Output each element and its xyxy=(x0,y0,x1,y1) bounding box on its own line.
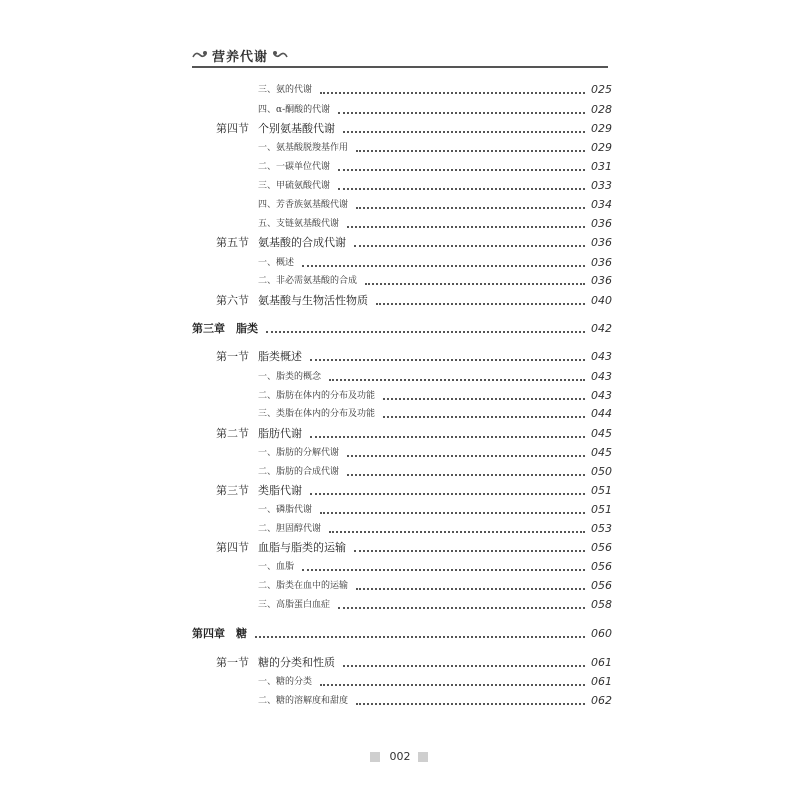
toc-dot-leader xyxy=(338,111,585,114)
toc-subsection-row xyxy=(0,596,800,614)
toc-page-number: 053 xyxy=(591,522,612,535)
footer-square-left xyxy=(370,752,380,762)
toc-page-number: 061 xyxy=(591,656,612,669)
toc-dot-leader xyxy=(347,454,585,457)
toc-section-row xyxy=(0,482,800,500)
toc-page-number: 045 xyxy=(591,446,612,459)
toc-page-number: 043 xyxy=(591,350,612,363)
toc-page-number: 050 xyxy=(591,465,612,478)
toc-dot-leader xyxy=(338,606,585,609)
toc-dot-leader xyxy=(356,587,585,590)
toc-dot-leader xyxy=(354,549,585,552)
toc-entry-title: 二、脂肪的合成代谢 xyxy=(258,467,340,477)
toc-entry-title: 五、支链氨基酸代谢 xyxy=(258,219,340,229)
toc-subsection-row xyxy=(0,673,800,691)
toc-dot-leader xyxy=(320,683,585,686)
toc-chapter-row xyxy=(0,625,800,643)
toc-dot-leader xyxy=(356,702,585,705)
toc-section-label: 第一节 xyxy=(216,656,249,669)
toc-subsection-row xyxy=(0,215,800,233)
toc-entry-title: 第四章 糖 xyxy=(192,627,247,640)
toc-entry-title: 二、糖的溶解度和甜度 xyxy=(258,696,349,706)
toc-subsection-row xyxy=(0,254,800,272)
toc-subsection-row xyxy=(0,368,800,386)
toc-page-number: 028 xyxy=(591,103,612,116)
toc-page-number: 051 xyxy=(591,503,612,516)
toc-page-number: 025 xyxy=(591,83,612,96)
toc-dot-leader xyxy=(338,168,585,171)
toc-dot-leader xyxy=(320,511,585,514)
toc-section-label: 第二节 xyxy=(216,427,249,440)
toc-dot-leader xyxy=(329,530,585,533)
toc-dot-leader xyxy=(255,635,585,638)
toc-entry-title: 三、氨的代谢 xyxy=(258,85,313,95)
toc-subsection-row xyxy=(0,577,800,595)
toc-subsection-row xyxy=(0,139,800,157)
toc-entry-title: 二、胆固醇代谢 xyxy=(258,524,322,534)
toc-entry-title: 三、高脂蛋白血症 xyxy=(258,600,331,610)
toc-page-number: 045 xyxy=(591,427,612,440)
toc-entry-title: 氨基酸的合成代谢 xyxy=(258,236,346,249)
page-footer xyxy=(0,750,800,766)
toc-entry-title: 脂类概述 xyxy=(258,350,302,363)
toc-page-number: 043 xyxy=(591,370,612,383)
toc-page-number: 031 xyxy=(591,160,612,173)
toc-dot-leader xyxy=(310,435,585,438)
toc-entry-title: 一、脂肪的分解代谢 xyxy=(258,448,340,458)
toc-entry-title: 个别氨基酸代谢 xyxy=(258,122,335,135)
toc-dot-leader xyxy=(383,415,585,418)
toc-subsection-row xyxy=(0,101,800,119)
toc-dot-leader xyxy=(347,225,585,228)
toc-section-row xyxy=(0,348,800,366)
toc-page-number: 036 xyxy=(591,274,612,287)
toc-entry-title: 二、一碳单位代谢 xyxy=(258,162,331,172)
toc-dot-leader xyxy=(356,206,585,209)
toc-page-number: 056 xyxy=(591,560,612,573)
toc-page-number: 044 xyxy=(591,407,612,420)
toc-dot-leader xyxy=(354,244,585,247)
footer-square-right xyxy=(418,752,428,762)
toc-dot-leader xyxy=(266,330,585,333)
toc-section-label: 第三节 xyxy=(216,484,249,497)
toc-page-number: 036 xyxy=(591,256,612,269)
toc-entry-title: 一、概述 xyxy=(258,258,295,268)
toc-entry-title: 三、甲硫氨酸代谢 xyxy=(258,181,331,191)
toc-dot-leader xyxy=(310,358,585,361)
toc-dot-leader xyxy=(365,282,585,285)
toc-page-number: 051 xyxy=(591,484,612,497)
toc-subsection-row xyxy=(0,387,800,405)
toc-dot-leader xyxy=(376,302,585,305)
toc-subsection-row xyxy=(0,558,800,576)
page-number: 002 xyxy=(389,750,411,763)
toc-page-number: 056 xyxy=(591,579,612,592)
toc-dot-leader xyxy=(320,91,585,94)
toc-section-row xyxy=(0,654,800,672)
toc-section-row xyxy=(0,292,800,310)
toc-section-label: 第五节 xyxy=(216,236,249,249)
toc-dot-leader xyxy=(347,473,585,476)
toc-dot-leader xyxy=(383,397,585,400)
toc-page-number: 042 xyxy=(591,322,612,335)
toc-subsection-row xyxy=(0,177,800,195)
toc-dot-leader xyxy=(343,130,585,133)
toc-subsection-row xyxy=(0,520,800,538)
toc-page-number: 029 xyxy=(591,141,612,154)
toc-page-number: 036 xyxy=(591,217,612,230)
toc-page-number: 043 xyxy=(591,389,612,402)
toc-entry-title: 四、芳香族氨基酸代谢 xyxy=(258,200,349,210)
toc-page-number: 036 xyxy=(591,236,612,249)
toc-entry-title: 血脂与脂类的运输 xyxy=(258,541,346,554)
toc-page-number: 040 xyxy=(591,294,612,307)
toc-subsection-row xyxy=(0,444,800,462)
toc-chapter-row xyxy=(0,320,800,338)
toc-dot-leader xyxy=(356,149,585,152)
toc-entry-title: 氨基酸与生物活性物质 xyxy=(258,294,368,307)
toc-section-row xyxy=(0,425,800,443)
toc-page-number: 034 xyxy=(591,198,612,211)
toc-page-number: 060 xyxy=(591,627,612,640)
toc-dot-leader xyxy=(302,264,585,267)
toc-entry-title: 二、脂类在血中的运输 xyxy=(258,581,349,591)
toc-page-number: 061 xyxy=(591,675,612,688)
toc-subsection-row xyxy=(0,692,800,710)
toc-dot-leader xyxy=(329,378,585,381)
toc-entry-title: 三、类脂在体内的分布及功能 xyxy=(258,409,376,419)
toc-entry-title: 类脂代谢 xyxy=(258,484,302,497)
toc-entry-title: 一、糖的分类 xyxy=(258,677,313,687)
toc-page-number: 062 xyxy=(591,694,612,707)
toc-page-number: 056 xyxy=(591,541,612,554)
toc-entry-title: 二、脂肪在体内的分布及功能 xyxy=(258,391,376,401)
toc-section-row xyxy=(0,539,800,557)
toc-entry-title: 脂肪代谢 xyxy=(258,427,302,440)
toc-dot-leader xyxy=(343,664,585,667)
toc-section-label: 第四节 xyxy=(216,122,249,135)
toc-entry-title: 一、脂类的概念 xyxy=(258,372,322,382)
toc-subsection-row xyxy=(0,501,800,519)
toc-page-number: 029 xyxy=(591,122,612,135)
toc-dot-leader xyxy=(310,492,585,495)
toc-entry-title: 糖的分类和性质 xyxy=(258,656,335,669)
toc-entry-title: 一、磷脂代谢 xyxy=(258,505,313,515)
toc-section-row xyxy=(0,120,800,138)
toc-subsection-row xyxy=(0,158,800,176)
toc-entry-title: 一、血脂 xyxy=(258,562,295,572)
toc-page-number: 033 xyxy=(591,179,612,192)
toc-subsection-row xyxy=(0,272,800,290)
toc-section-row xyxy=(0,234,800,252)
toc-subsection-row xyxy=(0,405,800,423)
running-header-title: 营养代谢 xyxy=(212,49,269,65)
toc-entry-title: 第三章 脂类 xyxy=(192,322,258,335)
toc-section-label: 第一节 xyxy=(216,350,249,363)
toc-dot-leader xyxy=(338,187,585,190)
toc-entry-title: 一、氨基酸脱羧基作用 xyxy=(258,143,349,153)
toc-subsection-row xyxy=(0,196,800,214)
toc-section-label: 第六节 xyxy=(216,294,249,307)
toc-page-number: 058 xyxy=(591,598,612,611)
toc-subsection-row xyxy=(0,463,800,481)
toc-entry-title: 二、非必需氨基酸的合成 xyxy=(258,276,358,286)
toc-section-label: 第四节 xyxy=(216,541,249,554)
toc-subsection-row xyxy=(0,81,800,99)
toc-entry-title: 四、α-酮酸的代谢 xyxy=(258,105,331,115)
toc-dot-leader xyxy=(302,568,585,571)
